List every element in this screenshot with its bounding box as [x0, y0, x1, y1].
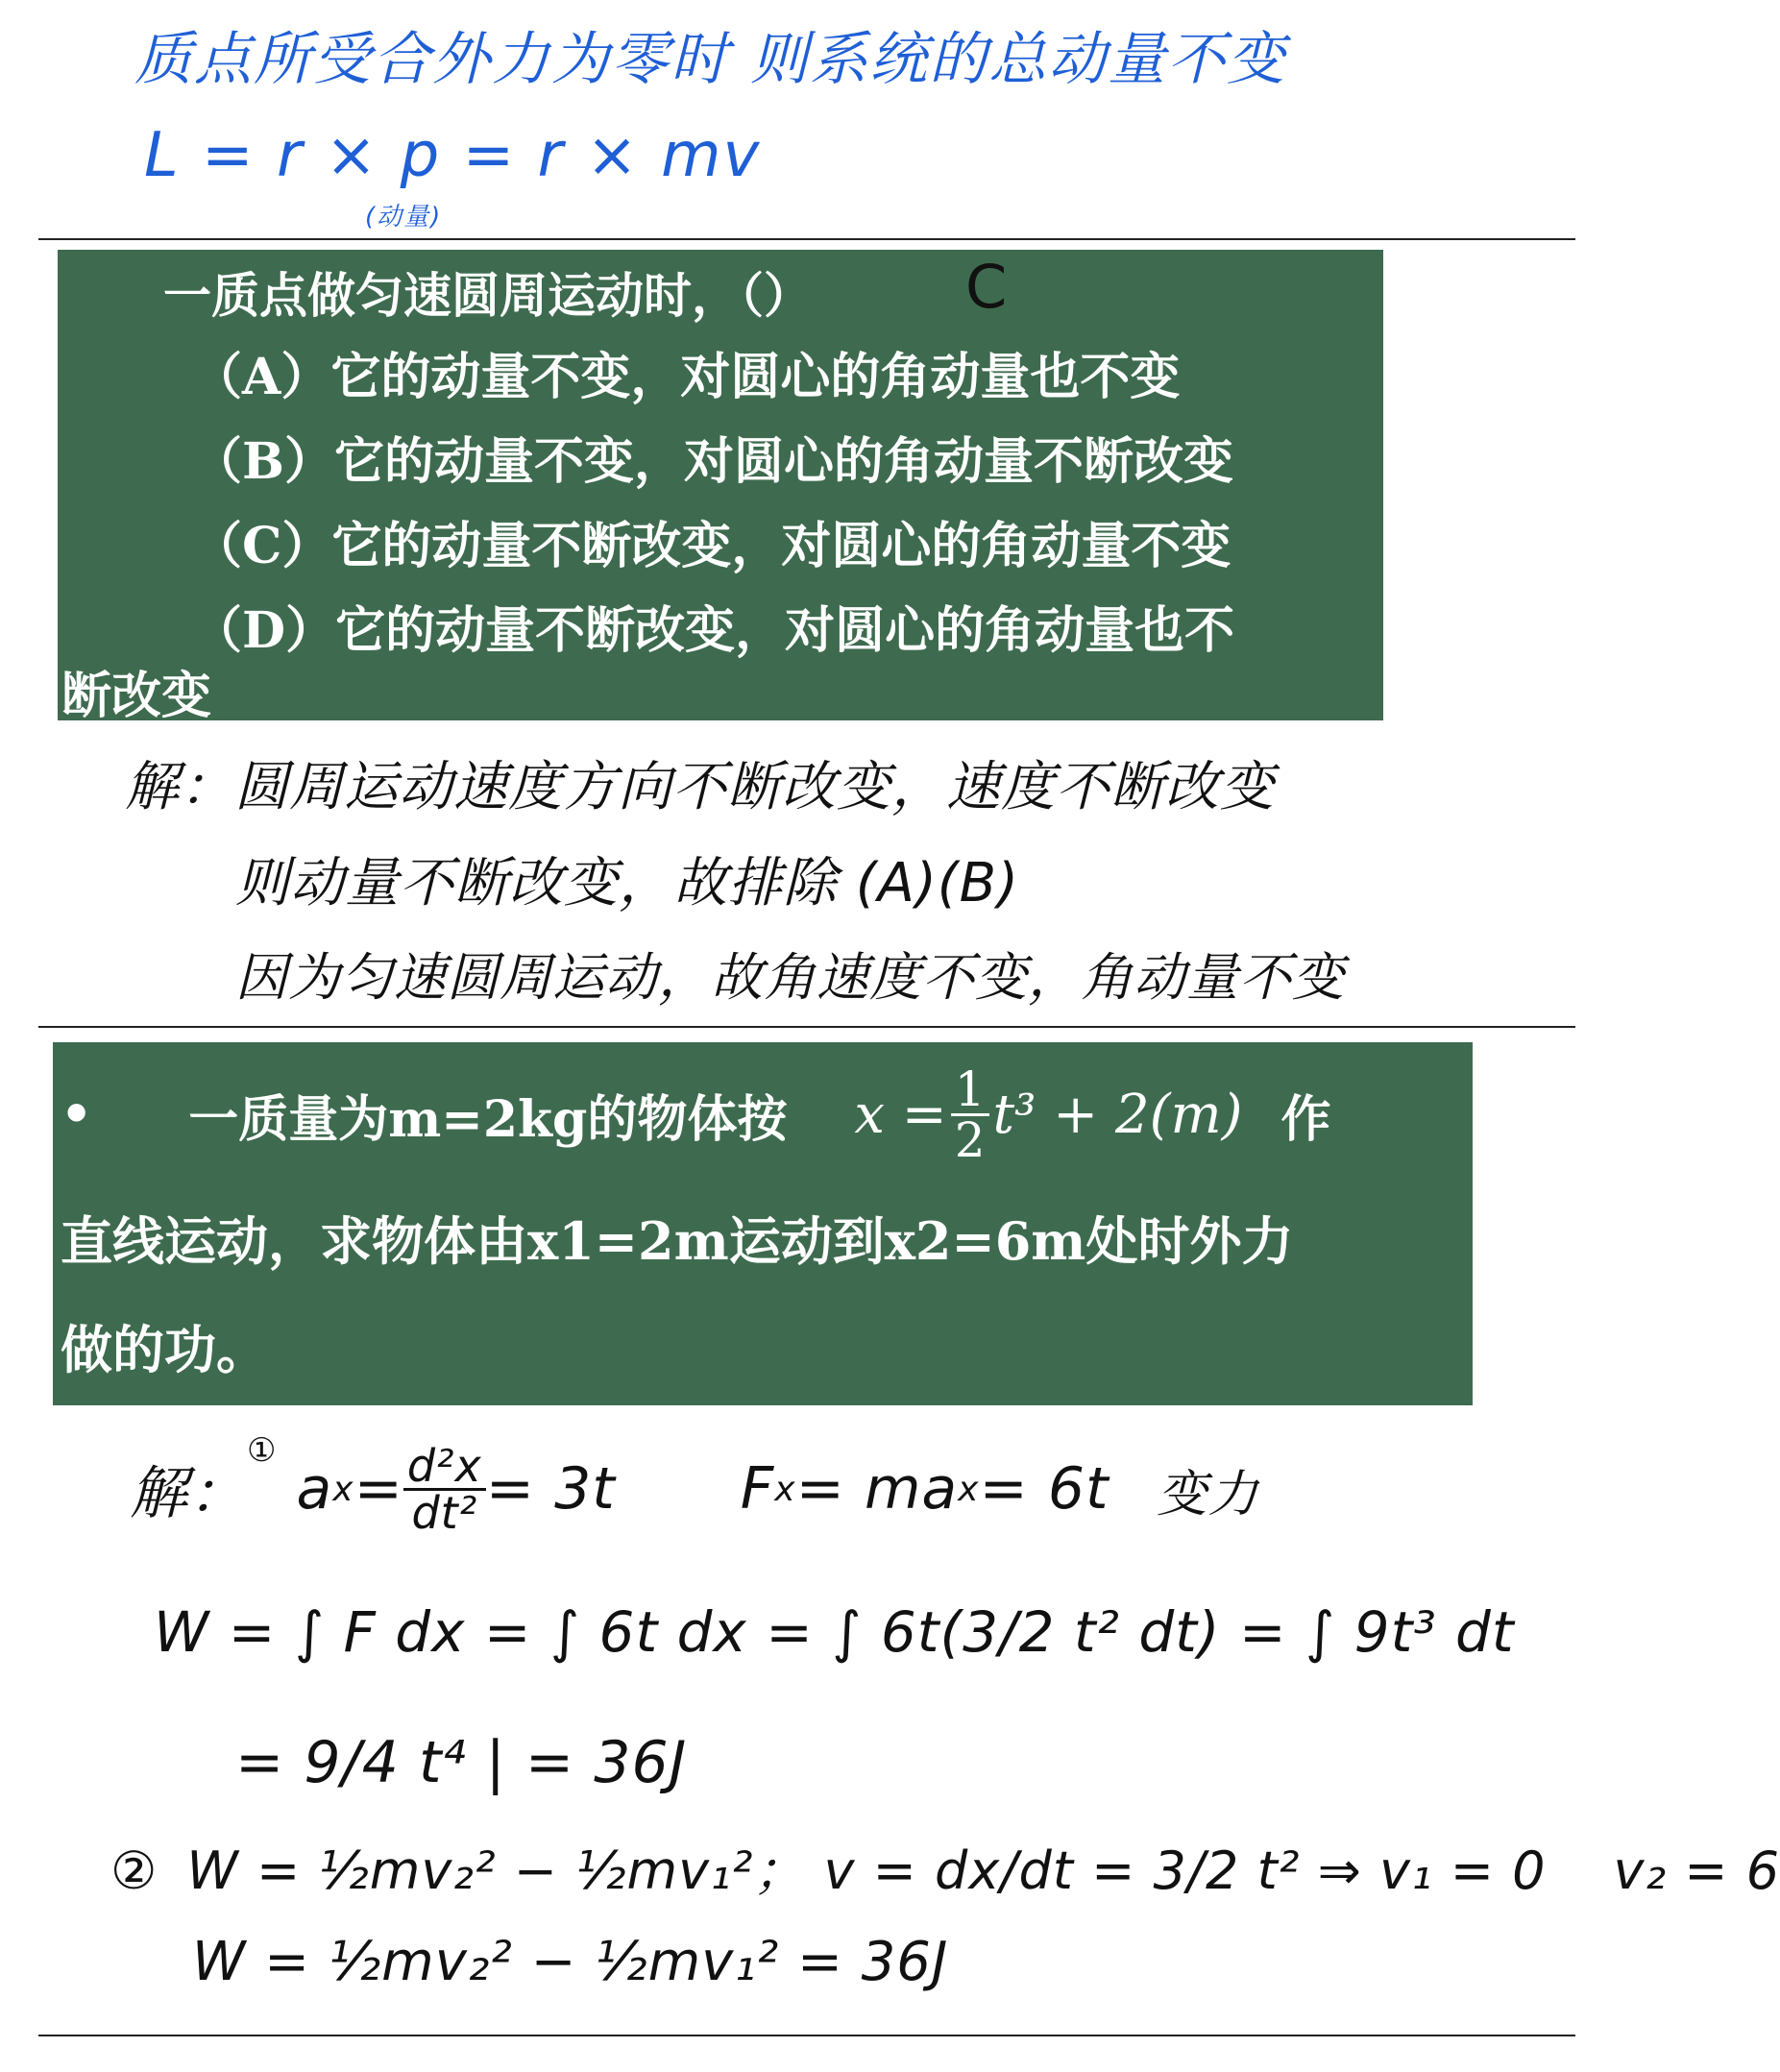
solution1-line3: 因为匀速圆周运动，故角速度不变，角动量不变 — [235, 947, 1345, 1008]
force-result: = 6t — [979, 1455, 1109, 1523]
acceleration-equals: = — [354, 1455, 403, 1523]
question2-stem-b: 作 — [1280, 1089, 1331, 1149]
option-d: （D）它的动量不断改变，对圆心的角动量也不 — [192, 601, 1235, 660]
note-angular-momentum-formula — [144, 120, 761, 191]
derivative-denominator: dt² — [411, 1486, 478, 1539]
option-a: （A）它的动量不变，对圆心的角动量也不变 — [192, 348, 1181, 406]
force-subscript: x — [774, 1469, 796, 1509]
solution1-line2: 则动量不断改变，故排除 (A)(B) — [235, 852, 1019, 914]
force-ma-subscript: x — [958, 1469, 980, 1509]
final-velocity: v₂ = 6 — [1613, 1840, 1780, 1901]
option-b: （B）它的动量不变，对圆心的角动量不断改变 — [192, 432, 1233, 491]
motion-equation — [854, 1060, 1243, 1168]
note-conservation-statement: 质点所受合外力为零时 则系统的总动量不变 — [134, 26, 1287, 93]
question2-line1 — [61, 1061, 1330, 1167]
question1-stem-text: 一质点做匀速圆周运动时，（） — [163, 267, 812, 324]
method2-marker: ② — [110, 1840, 158, 1901]
fraction-numerator: 1 — [951, 1065, 989, 1116]
option-d-continuation: 断改变 — [61, 667, 212, 725]
second-derivative-fraction — [403, 1439, 486, 1539]
acceleration-result: = 3t — [485, 1455, 616, 1523]
acceleration-symbol: a — [296, 1455, 333, 1523]
angular-momentum-expression: = r × p = r × mv — [180, 120, 762, 191]
work-integral-line: W = ∫ F dx = ∫ 6t dx = ∫ 6t(3/2 t² dt) = ∫ 9t³ dt — [154, 1599, 1515, 1665]
solution2-label: 解： — [130, 1460, 247, 1527]
bullet: • — [61, 1085, 93, 1144]
acceleration-subscript: x — [332, 1469, 354, 1509]
angular-momentum-symbol: L — [144, 120, 181, 191]
solution1-line1: 解：圆周运动速度方向不断改变，速度不断改变 — [125, 756, 1275, 818]
question1-stem — [163, 257, 812, 327]
method1-marker: ① — [247, 1431, 278, 1470]
option-c: （C）它的动量不断改变，对圆心的角动量不变 — [192, 517, 1231, 575]
equation-fraction — [951, 1060, 989, 1168]
divider-bottom — [38, 2035, 1575, 2036]
solution2-method2-line1 — [110, 1830, 1780, 1904]
force-symbol: F — [740, 1455, 775, 1523]
divider-middle — [38, 1026, 1575, 1028]
force-ma: = ma — [795, 1455, 959, 1523]
note-momentum-annotation: (动量) — [365, 203, 443, 232]
work-energy-theorem: W = ½mv₂² − ½mv₁²； v = dx/dt = 3/2 t² ⇒ v₁ = 0 — [186, 1840, 1547, 1901]
question2-board — [53, 1042, 1473, 1405]
work-result-line: = 9/4 t⁴ | = 36J — [235, 1729, 688, 1796]
question2-stem-a: 一质量为m=2kg的物体按 — [188, 1089, 788, 1149]
solution2-method1-line1 — [130, 1431, 1259, 1547]
variable-force-note: 变力 — [1157, 1465, 1259, 1524]
question2-line2: 直线运动，求物体由x1=2m运动到x2=6m处时外力 — [61, 1210, 1294, 1272]
answer-mark: C — [965, 252, 1009, 322]
derivative-numerator: d²x — [403, 1444, 486, 1491]
fraction-denominator: 2 — [954, 1111, 986, 1168]
equation-lhs: x = — [854, 1083, 947, 1146]
equation-rhs: t³ + 2(m) — [992, 1083, 1243, 1146]
solution2-method2-line2: W = ½mv₂² − ½mv₁² = 36J — [192, 1931, 949, 1993]
question1-board — [58, 250, 1383, 725]
divider-top — [38, 238, 1575, 240]
question2-line3: 做的功。 — [61, 1319, 268, 1380]
